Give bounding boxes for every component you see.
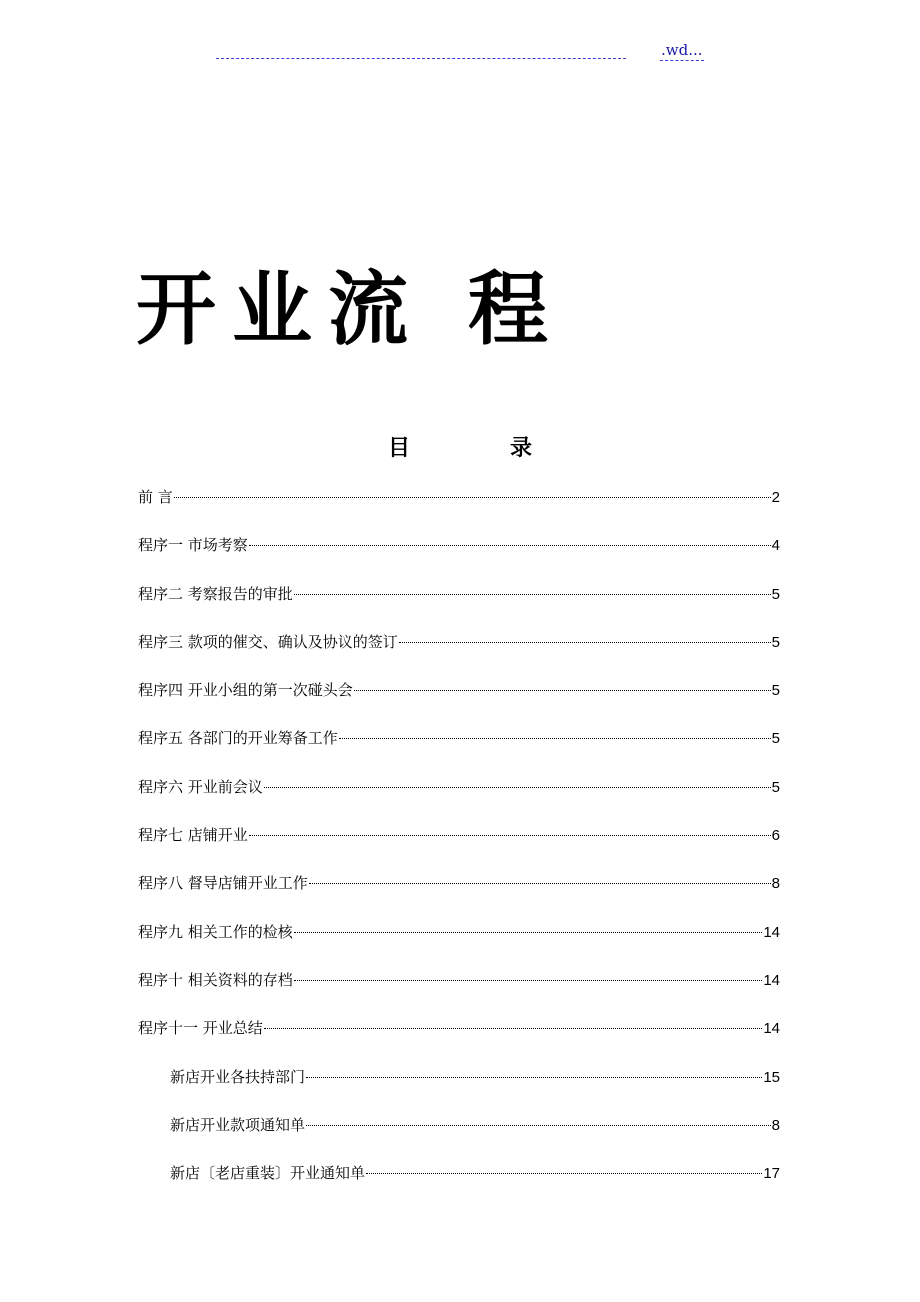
toc-entry-page: 15 [763,1068,780,1086]
toc-entry-label: 程序八 督导店铺开业工作 [138,874,308,893]
toc-dot-leader [339,737,771,739]
toc-entry[interactable] [138,1110,780,1158]
toc-entry[interactable] [138,579,780,627]
toc-entry-label: 新店开业各扶持部门 [170,1067,306,1086]
toc-entry-label: 程序九 相关工作的检核 [138,922,293,941]
toc-dot-leader [399,641,771,643]
toc-entry-page: 6 [771,827,780,845]
toc-entry-label: 程序十一 开业总结 [138,1019,263,1038]
toc-entry-label: 新店〔老店重装〕开业通知单 [170,1164,366,1183]
toc-entry[interactable] [138,868,780,916]
toc-entry-page: 5 [771,682,780,700]
toc-dot-leader [306,1124,771,1126]
toc-dot-leader [309,882,771,884]
toc-entry[interactable] [138,1062,780,1110]
toc-entry-label: 程序三 款项的催交、确认及协议的签订 [138,632,398,651]
toc-entry-label: 新店开业款项通知单 [170,1115,306,1134]
toc-entry[interactable] [138,675,780,723]
toc-dot-leader [249,834,771,836]
toc-entry-page: 4 [771,537,780,555]
toc-dot-leader [294,931,763,933]
toc-entry[interactable] [138,917,780,965]
toc-dot-leader [264,786,771,788]
toc-entry[interactable] [138,482,780,530]
toc-entry-label: 程序二 考察报告的审批 [138,584,293,603]
toc-entry-label: 程序六 开业前会议 [138,777,263,796]
toc-dot-leader [366,1172,762,1174]
toc-entry[interactable] [138,530,780,578]
header-mark: .wd... [661,41,703,59]
toc-entry-label: 程序四 开业小组的第一次碰头会 [138,681,353,700]
toc-entry-page: 5 [771,730,780,748]
toc-dot-leader [294,979,763,981]
toc-entry[interactable] [138,1158,780,1206]
toc-entry-page: 5 [771,778,780,796]
toc-entry-page: 8 [771,875,780,893]
toc-entry-page: 5 [771,585,780,603]
toc-heading-left: 目 [387,436,410,461]
toc-entry-label: 程序十 相关资料的存档 [138,970,293,989]
document-title: 开业流 程 [136,263,564,356]
toc-dot-leader [354,689,771,691]
header-dashed-rule [216,58,626,59]
toc-entry-page: 14 [763,971,780,989]
toc-entry-page: 5 [771,633,780,651]
toc-entry-label: 程序七 店铺开业 [138,826,248,845]
toc-dot-leader [174,496,771,498]
toc-entry-label: 程序一 市场考察 [138,536,248,555]
toc-heading [0,434,920,464]
toc-dot-leader [264,1027,763,1029]
toc-entry-page: 8 [771,1116,780,1134]
toc-entry-page: 14 [763,923,780,941]
toc-entry[interactable] [138,723,780,771]
toc-entry-page: 14 [763,1020,780,1038]
toc-heading-right: 录 [510,436,533,461]
toc-dot-leader [249,544,771,546]
toc-dot-leader [306,1076,762,1078]
toc-entry-label: 前 言 [138,488,173,506]
table-of-contents [138,482,780,1206]
toc-entry-page: 17 [763,1165,780,1183]
toc-entry-label: 程序五 各部门的开业筹备工作 [138,729,338,748]
toc-entry-page: 2 [771,489,780,506]
toc-entry[interactable] [138,1013,780,1061]
toc-entry[interactable] [138,772,780,820]
toc-entry[interactable] [138,965,780,1013]
toc-entry[interactable] [138,820,780,868]
toc-entry[interactable] [138,627,780,675]
toc-dot-leader [294,593,771,595]
